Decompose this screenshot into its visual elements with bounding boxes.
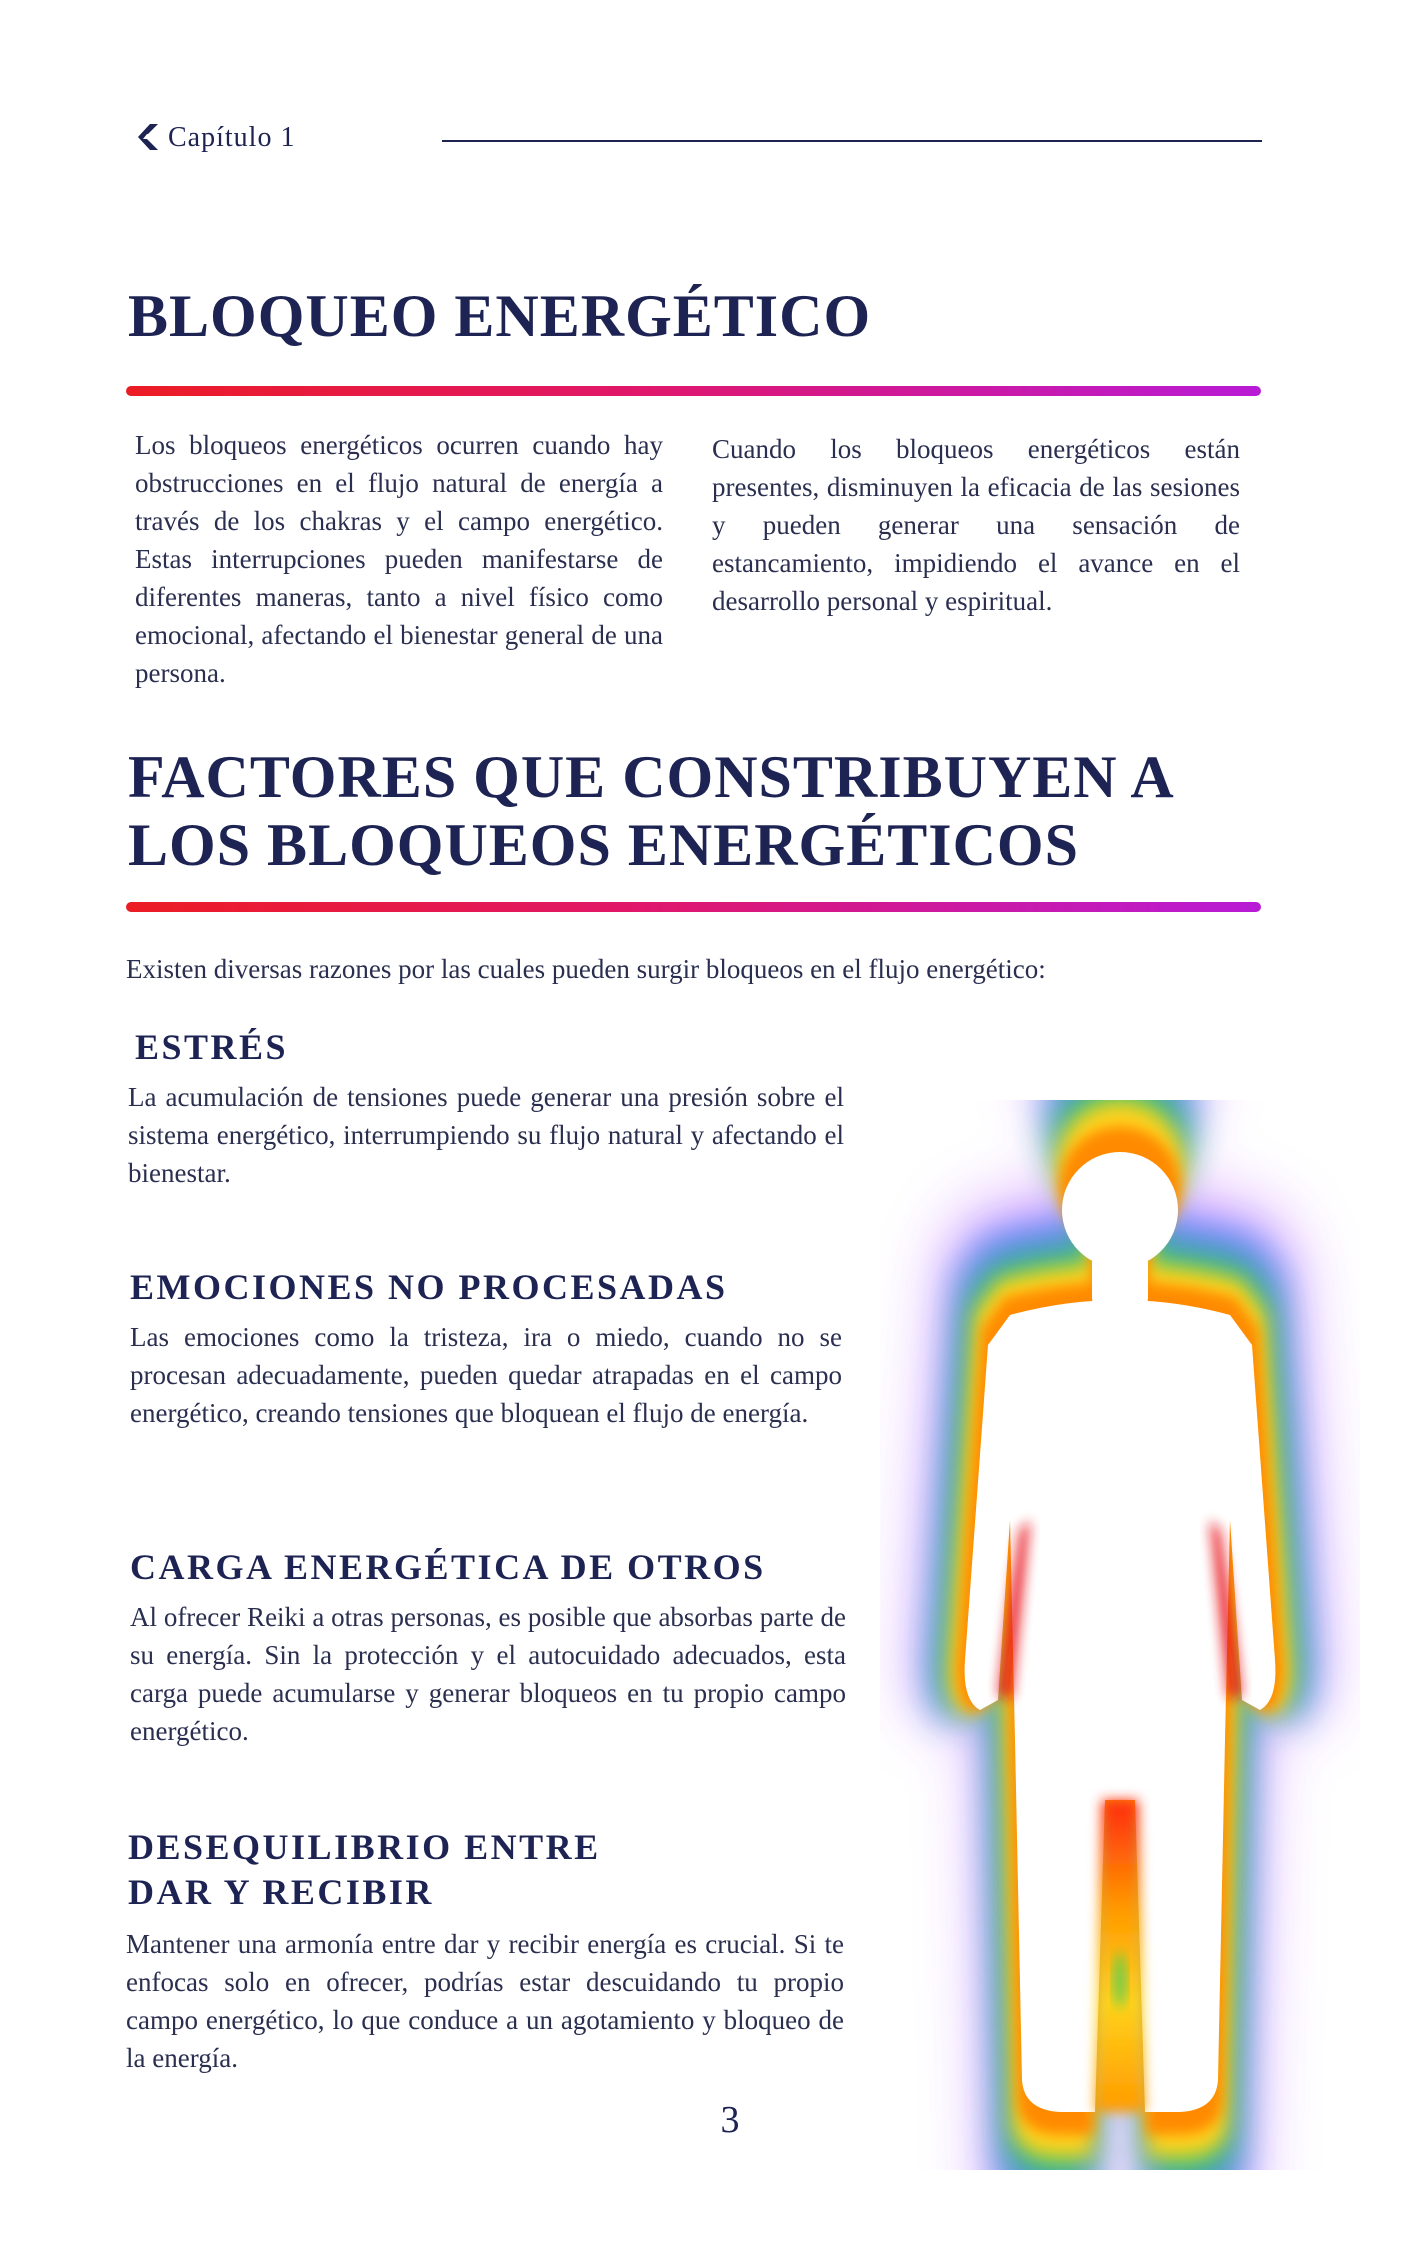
chapter-label: Capítulo 1	[168, 122, 296, 153]
factor-text-desequilibrio: Mantener una armonía entre dar y recibir energía es crucial. Si te enfocas solo en ofrecer, podrías estar descuidando tu propio campo energético, lo que conduce a un agotamiento y bloqueo de la energía.	[126, 1929, 844, 2073]
factors-intro: Existen diversas razones por las cuales pueden surgir bloqueos en el flujo energético:	[126, 954, 1046, 984]
section-divider-2	[126, 902, 1261, 912]
chevron-logo-icon	[132, 122, 162, 152]
human-aura-figure	[880, 1100, 1360, 2170]
section-title-bloqueo: BLOQUEO ENERGÉTICO	[128, 283, 872, 349]
paragraph-right: Cuando los bloqueos energéticos están presentes, disminuyen la eficacia de las sesiones y pueden generar una sensación de estancamiento, impidiendo el avance en el desarrollo personal y espiritual.	[712, 434, 1240, 616]
section-title-factores-line2: LOS BLOQUEOS ENERGÉTICOS	[128, 812, 1079, 878]
factor-heading-carga: CARGA ENERGÉTICA DE OTROS	[130, 1547, 766, 1587]
paragraph-left: Los bloqueos energéticos ocurren cuando hay obstrucciones en el flujo natural de energía a través de los chakras y el campo energético. Estas interrupciones pueden manifestarse de diferentes maneras, tanto a nivel físico como emocional, afectando el bienestar general de una persona.	[135, 430, 663, 688]
factor-text-emociones: Las emociones como la tristeza, ira o miedo, cuando no se procesan adecuadamente, pueden quedar atrapadas en el campo energético, creando tensiones que bloquean el flujo de energía.	[130, 1322, 842, 1428]
section-title-factores-line1: FACTORES QUE CONSTRIBUYEN A	[128, 744, 1175, 810]
factor-heading-desequilibrio-line1: DESEQUILIBRIO ENTRE	[128, 1827, 601, 1867]
page-number: 3	[720, 2099, 740, 2141]
header-divider	[442, 140, 1262, 142]
factor-heading-emociones: EMOCIONES NO PROCESADAS	[130, 1267, 728, 1307]
factor-text-estres: La acumulación de tensiones puede generar una presión sobre el sistema energético, interrumpiendo su flujo natural y afectando el bienestar.	[128, 1082, 844, 1188]
factor-heading-desequilibrio-line2: DAR Y RECIBIR	[128, 1872, 434, 1912]
factor-heading-estres: ESTRÉS	[135, 1027, 289, 1067]
page-header	[132, 120, 1262, 160]
factor-text-carga: Al ofrecer Reiki a otras personas, es posible que absorbas parte de su energía. Sin la protección y el autocuidado adecuados, esta carga puede acumularse y generar bloqueos en tu propio campo energético.	[130, 1602, 846, 1746]
section-divider-1	[126, 386, 1261, 396]
